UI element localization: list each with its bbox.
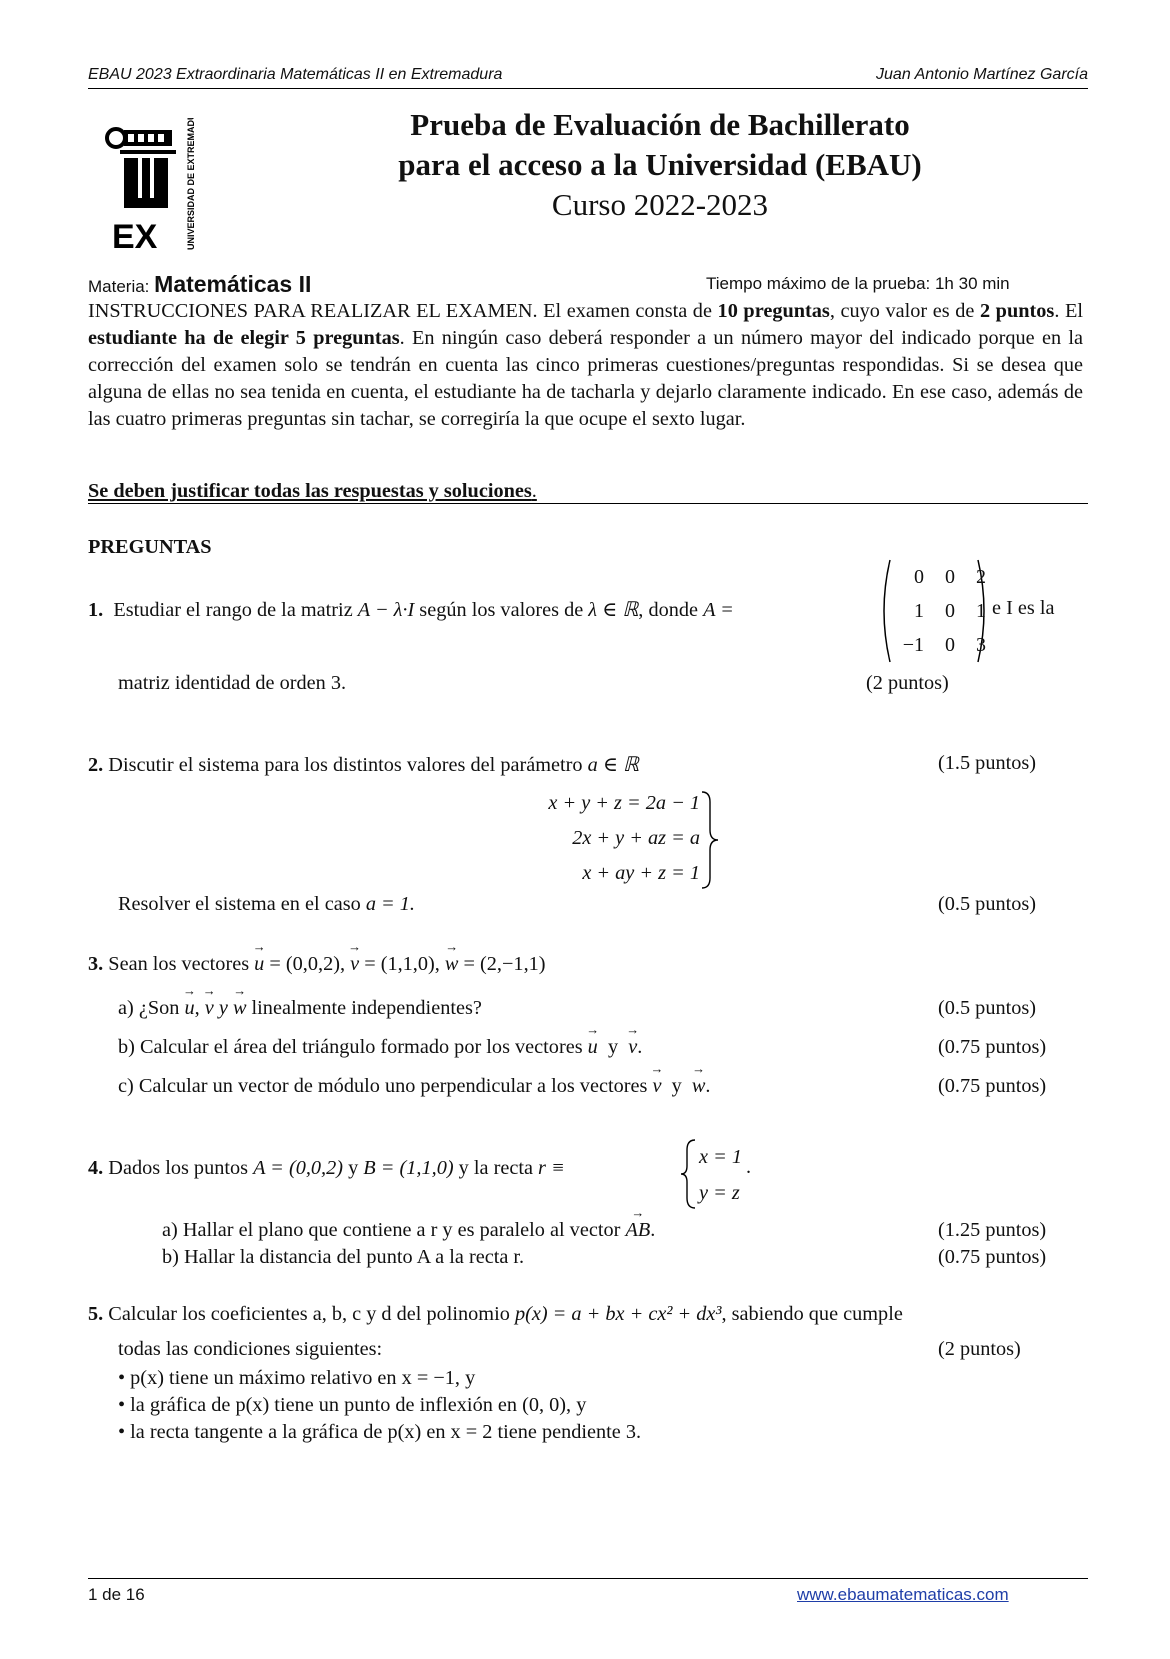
matrix-cell: 3	[976, 634, 986, 656]
uex-university-logo-icon	[102, 118, 214, 256]
q4-line-system	[699, 1139, 742, 1211]
q4-b-points: (0.75 puntos)	[938, 1246, 1047, 1268]
q3-a-text: a) ¿Son	[118, 997, 185, 1019]
q2-equation-2: 2x + y + az = a	[572, 827, 700, 849]
running-header	[88, 66, 1088, 84]
q5-condition-1: • p(x) tiene un máximo relativo en x = −1, y	[118, 1367, 476, 1389]
q4-period: .	[746, 1156, 752, 1178]
matrix-cell: 0	[945, 566, 955, 588]
matrix-cell: 1	[976, 600, 986, 622]
page-number: 1 de 16	[88, 1585, 145, 1604]
question-number: 2.	[88, 754, 104, 776]
matrix-cell: 0	[945, 634, 955, 656]
q3-v-value: = (1,1,0),	[359, 953, 445, 975]
vector-u: → u	[588, 1036, 598, 1059]
instructions-text-4: . En ningún caso deberá responder a un número mayor del indicado porque en la corrección del examen solo se tendrán en cuenta las cinco primeras cuestiones/preguntas respondidas. Si se desea que alguna de ellas no sea tenida en cuenta, el estudiante ha de tacharla y dejarlo claramente indicado. En ese caso, además de las cuatro primeras preguntas sin tachar, se corregiría la que ocupe el sexto lugar.	[88, 327, 1083, 430]
subject	[88, 271, 311, 298]
q2-solve-text: Resolver el sistema en el caso	[118, 893, 366, 915]
matrix-cell: −1	[902, 634, 924, 656]
q5-conditions	[118, 1365, 641, 1446]
q3-part-c: c) Calcular un vector de módulo uno perpendicular a los vectores → v y → w.	[118, 1075, 711, 1098]
q1-expression: A − λ·I	[357, 599, 415, 621]
q1-matrix-lhs: A =	[703, 599, 734, 621]
matrix-cell: 0	[914, 566, 924, 588]
vector-w: → w	[692, 1075, 706, 1098]
instructions-bold-1: 10 preguntas	[717, 300, 830, 322]
instructions-bold-2: 2 puntos	[979, 300, 1055, 322]
q1-text-e: matriz identidad de orden 3.	[118, 672, 347, 694]
q2-system-brace	[700, 790, 720, 890]
title-course: Curso 2022-2023	[551, 187, 769, 222]
q4-a-text: a) Hallar el plano que contiene a r y es paralelo al vector	[162, 1219, 626, 1241]
q2-points: (1.5 puntos)	[938, 752, 1037, 774]
instructions-text-2: , cuyo valor es de	[829, 300, 980, 322]
q5-text: Calcular los coeficientes a, b, c y d del polinomio	[108, 1303, 515, 1325]
q4-point-b: B = (1,1,0)	[363, 1157, 454, 1179]
q1-points: (2 puntos)	[866, 672, 949, 694]
q4-point-a: A = (0,0,2)	[253, 1157, 344, 1179]
justify-note	[88, 480, 537, 503]
vector-ab: → AB	[625, 1219, 650, 1242]
instructions-text-1: INSTRUCCIONES PARA REALIZAR EL EXAMEN. El examen consta de	[88, 300, 718, 322]
q1-text-d: e I es la	[992, 597, 1055, 619]
q3-part-a: a) ¿Son → u, → v y → w linealmente independientes?	[118, 997, 482, 1020]
question-number: 1.	[88, 599, 104, 621]
title-line-2: para el acceso a la Universidad (EBAU)	[398, 147, 922, 182]
vector-v: → v	[652, 1075, 661, 1098]
vector-v: → v	[350, 953, 359, 976]
question-1	[88, 597, 734, 622]
q3-a-points: (0.5 puntos)	[938, 997, 1037, 1019]
question-2	[88, 752, 639, 777]
q3-c-text: c) Calcular un vector de módulo uno perpendicular a los vectores	[118, 1075, 653, 1097]
q2-solve-points: (0.5 puntos)	[938, 893, 1037, 915]
exam-title	[330, 105, 990, 225]
q4-equation-2: y = z	[699, 1182, 740, 1204]
q5-polynomial: p(x) = a + bx + cx² + dx³	[514, 1303, 722, 1325]
q2-param: a ∈ ℝ	[587, 754, 639, 776]
vector-u: → u	[184, 997, 194, 1020]
q1-text-c: , donde	[638, 599, 704, 621]
q4-line-r: r ≡	[538, 1157, 565, 1179]
q2-equation-1: x + y + z = 2a − 1	[548, 792, 700, 814]
vector-w: → w	[233, 997, 247, 1020]
vector-u: → u	[254, 953, 264, 976]
justify-note-text: Se deben justificar todas las respuestas y soluciones	[88, 480, 532, 502]
q3-b-points: (0.75 puntos)	[938, 1036, 1047, 1058]
q4-text: Dados los puntos	[108, 1157, 254, 1179]
instructions-bold-3: estudiante ha de elegir 5 preguntas	[88, 327, 400, 349]
q5-condition-3: • la recta tangente a la gráfica de p(x) en x = 2 tiene pendiente 3.	[118, 1421, 642, 1443]
matrix-cell: 0	[945, 600, 955, 622]
subject-value: Matemáticas II	[154, 271, 312, 297]
justify-note-period: .	[531, 480, 537, 502]
q4-part-a: a) Hallar el plano que contiene a r y es paralelo al vector → AB.	[162, 1219, 655, 1242]
q5-condition-2: • la gráfica de p(x) tiene un punto de inflexión en (0, 0), y	[118, 1394, 587, 1416]
q4-and: y	[343, 1157, 364, 1179]
header-left: EBAU 2023 Extraordinaria Matemáticas II en Extremadura	[88, 66, 503, 83]
instructions-text-3: . El	[1054, 300, 1083, 322]
q2-solve	[118, 893, 415, 916]
q4-a-points: (1.25 puntos)	[938, 1219, 1047, 1241]
uex-logo	[102, 118, 214, 256]
q5-points: (2 puntos)	[938, 1338, 1021, 1360]
vector-v: → v	[205, 997, 214, 1020]
website-link[interactable]: www.ebaumatematicas.com	[797, 1585, 1009, 1604]
question-5	[88, 1303, 903, 1326]
q3-b-text: b) Calcular el área del triángulo formado por los vectores	[118, 1036, 588, 1058]
vector-w: → w	[445, 953, 459, 976]
q1-param: λ ∈ ℝ	[588, 599, 639, 621]
q5-line-2: todas las condiciones siguientes:	[118, 1338, 383, 1360]
vector-v: → v	[628, 1036, 637, 1059]
matrix-cell: 2	[976, 566, 986, 588]
footer-rule	[88, 1578, 1088, 1579]
header-author: Juan Antonio Martínez García	[876, 66, 1088, 83]
q4-line-text: y la recta	[453, 1157, 539, 1179]
q1-text: Estudiar el rango de la matriz	[113, 599, 358, 621]
q3-c-points: (0.75 puntos)	[938, 1075, 1047, 1097]
q2-text: Discutir el sistema para los distintos valores del parámetro	[108, 754, 588, 776]
question-4	[88, 1157, 565, 1180]
q5-text-2: , sabiendo que cumple	[721, 1303, 903, 1325]
section-title: PREGUNTAS	[88, 536, 212, 558]
question-number: 4.	[88, 1157, 104, 1179]
section-rule	[88, 503, 1088, 504]
q2-system	[520, 786, 700, 891]
question-number: 3.	[88, 953, 104, 975]
q2-equation-3: x + ay + z = 1	[582, 862, 700, 884]
q3-w-value: = (2,−1,1)	[458, 953, 546, 975]
title-line-1: Prueba de Evaluación de Bachillerato	[410, 107, 910, 142]
q1-text-b: según los valores de	[414, 599, 589, 621]
instructions	[88, 298, 1083, 433]
matrix-cell: 1	[914, 600, 924, 622]
q3-u-value: = (0,0,2),	[264, 953, 351, 975]
q4-line-brace	[681, 1138, 697, 1210]
q1-matrix	[890, 560, 986, 662]
header-rule	[88, 88, 1088, 89]
question-3	[88, 953, 546, 976]
q3-a-rest: linealmente independientes?	[246, 997, 482, 1019]
q2-solve-case: a = 1.	[365, 893, 415, 915]
svg-text:UNIVERSIDAD DE EXTREMADURA: UNIVERSIDAD DE EXTREMADURA	[186, 118, 196, 250]
logo-ex-text: EX	[112, 218, 158, 256]
q3-intro: Sean los vectores	[108, 953, 255, 975]
q4-part-b: b) Hallar la distancia del punto A a la recta r.	[162, 1246, 525, 1268]
q4-equation-1: x = 1	[699, 1146, 742, 1168]
max-time: Tiempo máximo de la prueba: 1h 30 min	[706, 274, 1010, 293]
q3-part-b: b) Calcular el área del triángulo formado por los vectores → u y → v.	[118, 1036, 642, 1059]
subject-label: Materia:	[88, 277, 150, 296]
question-number: 5.	[88, 1303, 104, 1325]
